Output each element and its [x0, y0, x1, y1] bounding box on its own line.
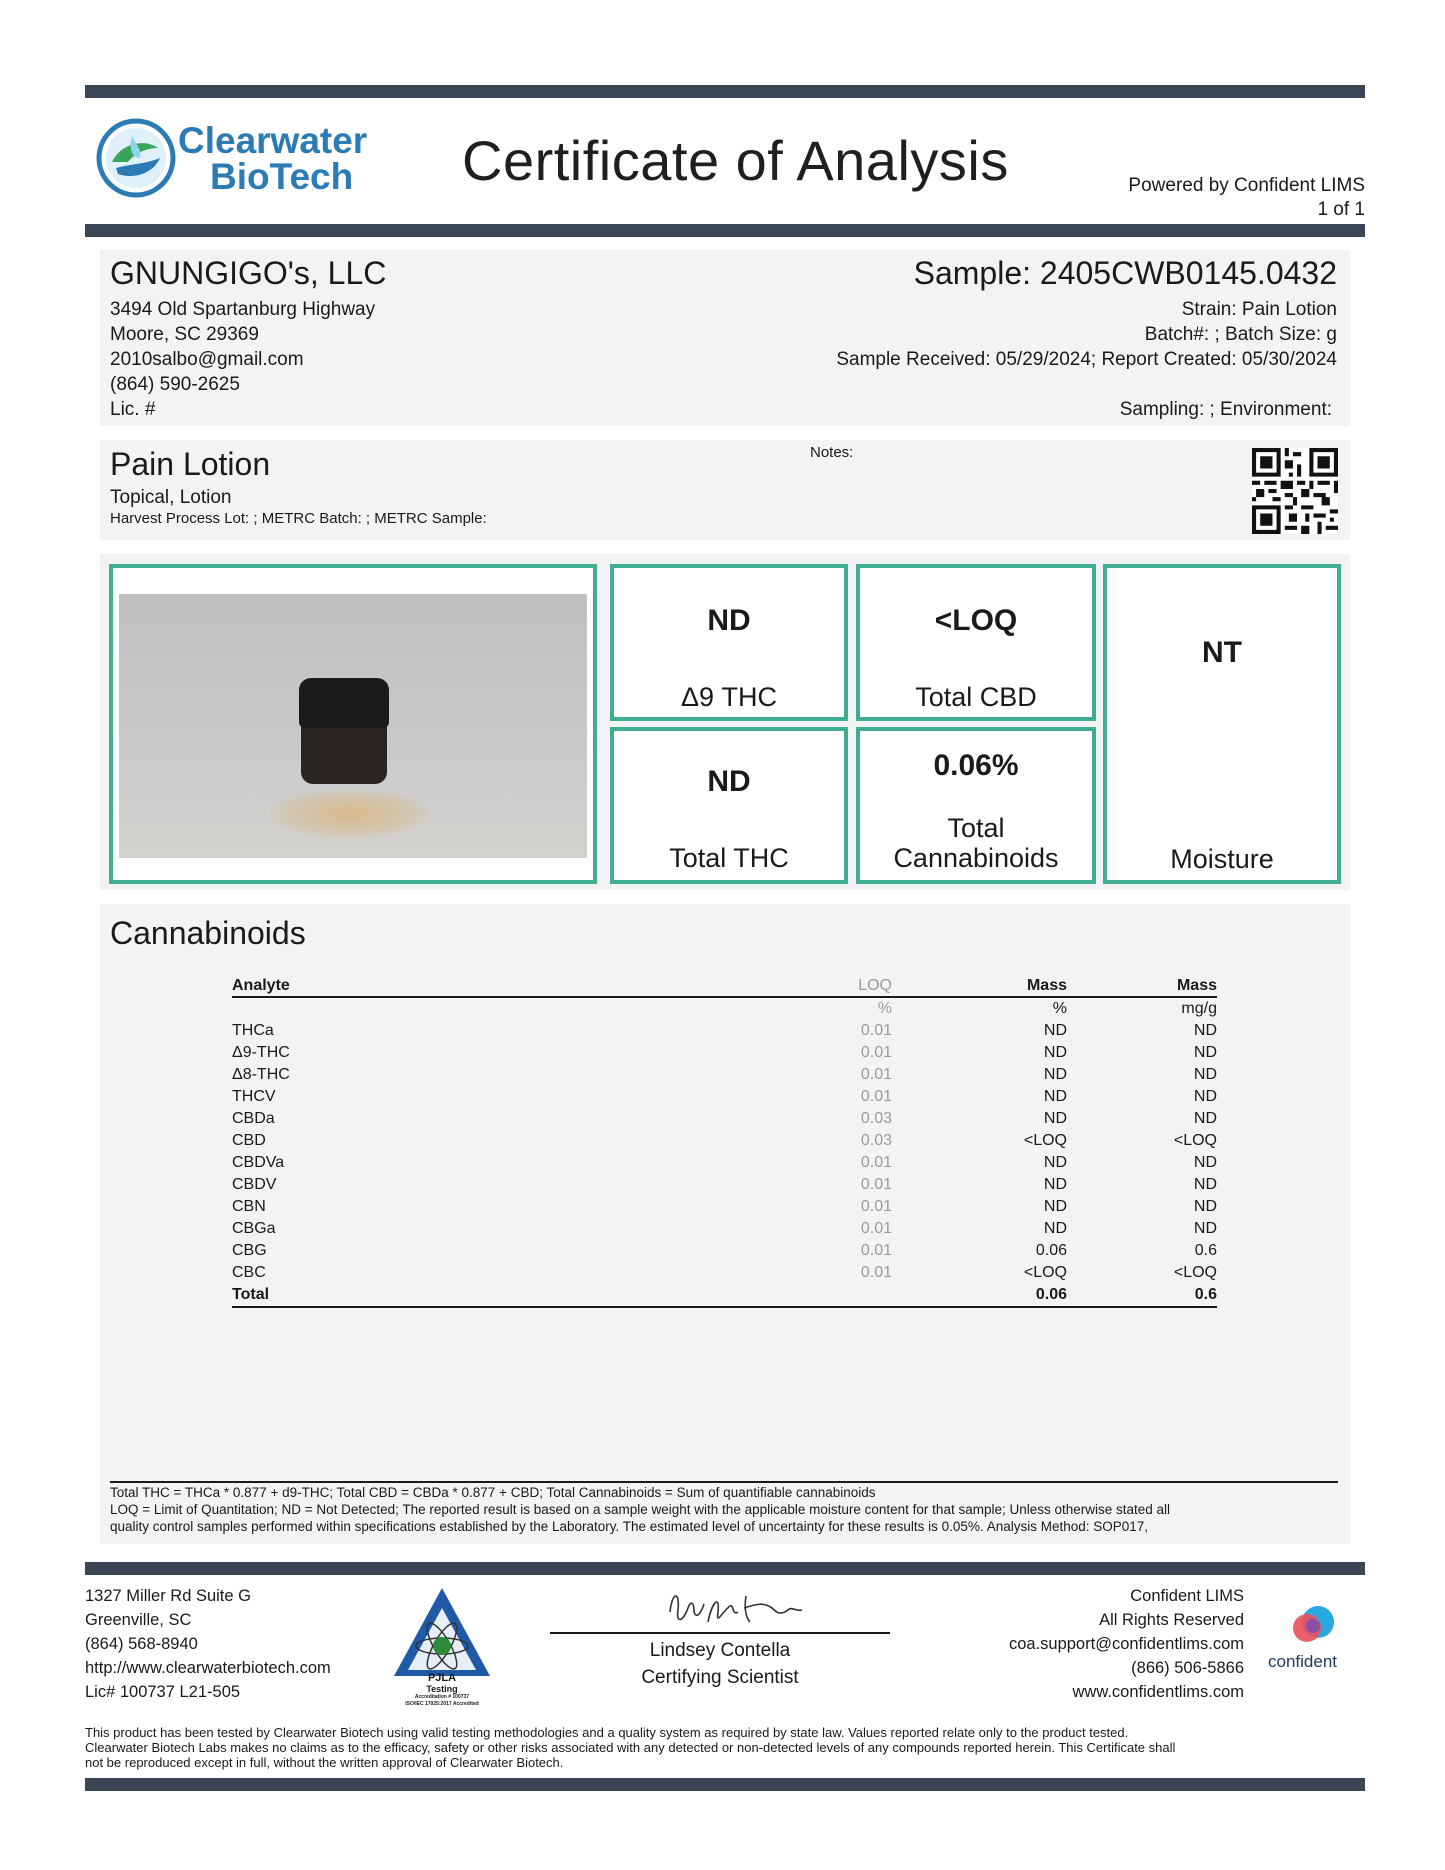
mass-pct-cell: ND — [1043, 1220, 1067, 1237]
mass-pct-cell: 0.06 — [1035, 1242, 1067, 1259]
total-cbd-label: Total CBD — [915, 682, 1037, 712]
loq-cell: 0.01 — [860, 1264, 892, 1281]
table-row — [232, 1240, 1217, 1262]
d9thc-value: ND — [707, 604, 751, 637]
table-row — [232, 1042, 1217, 1064]
loq-cell: 0.01 — [860, 1154, 892, 1171]
analyte-cell: Δ9-THC — [232, 1044, 290, 1061]
confident-logo-text: confident — [1268, 1652, 1337, 1671]
analyte-cell: CBD — [232, 1132, 266, 1149]
table-row — [232, 1130, 1217, 1152]
unit-mass-mg: mg/g — [1181, 1000, 1217, 1017]
clearwater-logo — [96, 118, 386, 203]
footnote-line3: quality control samples performed within specifications established by the Laboratory. The estimated level of uncertainty for these results is 0.05%. Analysis Method: SOP017, — [110, 1519, 1149, 1534]
total-loq — [792, 1284, 892, 1307]
header-loq: LOQ — [792, 976, 892, 997]
mass-mg-cell: <LOQ — [1173, 1132, 1217, 1149]
signature-image — [660, 1582, 820, 1632]
mass-pct-cell: ND — [1043, 1176, 1067, 1193]
pjla-logo — [392, 1586, 492, 1712]
top-bar — [85, 85, 1365, 98]
mass-mg-cell: ND — [1193, 1220, 1217, 1237]
total-cannabinoids-label1: Total — [947, 813, 1005, 843]
mass-mg-cell: ND — [1193, 1066, 1217, 1083]
clearwater-logo-icon — [96, 118, 176, 198]
logo-line2: BioTech — [210, 156, 354, 197]
table-row — [232, 1174, 1217, 1196]
mass-mg-cell: ND — [1193, 1022, 1217, 1039]
confident-email[interactable]: coa.support@confidentlims.com — [1008, 1635, 1244, 1653]
client-panel — [100, 250, 1350, 426]
total-cannabinoids-box — [856, 727, 1096, 884]
sample-dates: Sample Received: 05/29/2024; Report Created: 05/30/2024 — [836, 349, 1337, 370]
loq-cell: 0.01 — [860, 1176, 892, 1193]
client-name: GNUNGIGO's, LLC — [110, 255, 387, 291]
sample-sampling: Sampling: ; Environment: — [1119, 399, 1332, 420]
confident-logo — [1268, 1604, 1358, 1674]
d9thc-label: Δ9 THC — [680, 682, 778, 712]
jar-lid — [299, 678, 389, 728]
total-cbd-value: <LOQ — [934, 604, 1018, 637]
moisture-box — [1103, 564, 1341, 884]
table-row — [232, 1020, 1217, 1042]
mass-mg-cell: ND — [1193, 1198, 1217, 1215]
lab-address2: Greenville, SC — [85, 1611, 192, 1629]
product-panel — [100, 440, 1350, 540]
loq-cell: 0.01 — [860, 1220, 892, 1237]
table-row — [232, 1108, 1217, 1130]
mass-pct-cell: ND — [1043, 1154, 1067, 1171]
page-title: Certificate of Analysis — [462, 129, 1009, 192]
cannabinoids-table — [232, 976, 1217, 1308]
mass-mg-cell: ND — [1193, 1110, 1217, 1127]
loq-cell: 0.01 — [860, 1044, 892, 1061]
pjla-name: PJLA — [427, 1672, 457, 1684]
analyte-cell: CBDVa — [232, 1154, 285, 1171]
confident-line2: All Rights Reserved — [1099, 1611, 1244, 1629]
analyte-cell: CBC — [232, 1264, 266, 1281]
footnote-line1: Total THC = THCa * 0.877 + d9-THC; Total CBD = CBDa * 0.877 + CBD; Total Cannabinoids = Sum of quantifiable cannabinoids — [110, 1485, 876, 1500]
notes-label: Notes: — [810, 444, 854, 461]
disclaimer-line2: Clearwater Biotech Labs makes no claims as to the efficacy, safety or other risks associated with any detected or non-detected levels of any compounds reported herein. This Certificate shall — [85, 1740, 1176, 1755]
analyte-cell: CBDV — [232, 1176, 277, 1193]
confident-logo-icon — [1288, 1604, 1338, 1648]
header-mass-pct: Mass — [892, 976, 1067, 997]
disclaimer-line1: This product has been tested by Clearwater Biotech using valid testing methodologies and a quality system as required by state law. Values reported relate only to the product tested. — [85, 1725, 1129, 1740]
confident-website[interactable]: www.confidentlims.com — [1072, 1683, 1244, 1701]
d9thc-box — [610, 564, 848, 721]
header-mass-mg: Mass — [1067, 976, 1217, 997]
mass-pct-cell: ND — [1043, 1066, 1067, 1083]
loq-cell: 0.01 — [860, 1088, 892, 1105]
confident-line1: Confident LIMS — [1130, 1587, 1244, 1605]
disclaimer-line3: not be reproduced except in full, without the written approval of Clearwater Biotech. — [85, 1755, 564, 1770]
total-cannabinoids-label2: Cannabinoids — [893, 843, 1059, 873]
header-bar — [85, 224, 1365, 237]
table-row — [232, 1262, 1217, 1284]
pjla-triangle-icon — [392, 1586, 492, 1682]
total-thc-box — [610, 727, 848, 884]
analyte-cell: THCa — [232, 1022, 274, 1039]
total-cannabinoids-value: 0.06% — [933, 749, 1019, 782]
disclaimer — [85, 1725, 1370, 1770]
analyte-cell: CBG — [232, 1242, 267, 1259]
mass-mg-cell: ND — [1193, 1176, 1217, 1193]
loq-cell: 0.03 — [860, 1132, 892, 1149]
signer-title: Certifying Scientist — [641, 1667, 799, 1688]
mass-mg-cell: ND — [1193, 1044, 1217, 1061]
footer-bar — [85, 1562, 1365, 1575]
unit-mass-pct: % — [1052, 1000, 1067, 1017]
product-name: Pain Lotion — [110, 446, 271, 482]
powered-by — [1128, 174, 1365, 222]
unit-loq: % — [877, 1000, 892, 1017]
lab-phone: (864) 568-8940 — [85, 1635, 198, 1653]
page-count: 1 of 1 — [1317, 199, 1365, 220]
footnotes — [110, 1484, 1340, 1535]
loq-cell: 0.01 — [860, 1198, 892, 1215]
total-label: Total — [232, 1284, 792, 1307]
product-photo — [119, 594, 587, 858]
table-row — [232, 1152, 1217, 1174]
table-header-row — [232, 976, 1217, 997]
sample-batch: Batch#: ; Batch Size: g — [1144, 324, 1337, 345]
product-lots: Harvest Process Lot: ; METRC Batch: ; METRC Sample: — [110, 510, 487, 527]
confident-info — [1009, 1584, 1244, 1704]
product-photo-box — [109, 564, 597, 884]
qr-code-icon — [1252, 448, 1338, 534]
lab-website[interactable]: http://www.clearwaterbiotech.com — [85, 1659, 331, 1677]
pjla-line1: Accreditation # 100737 — [414, 1694, 470, 1700]
product-type: Topical, Lotion — [110, 487, 232, 508]
lab-license: Lic# 100737 L21-505 — [85, 1683, 241, 1701]
client-address1: 3494 Old Spartanburg Highway — [110, 299, 376, 320]
sample-strain: Strain: Pain Lotion — [1181, 299, 1337, 320]
table-row — [232, 1196, 1217, 1218]
qr-code — [1252, 448, 1338, 534]
client-license: Lic. # — [110, 399, 156, 420]
footnote-divider — [110, 1481, 1338, 1483]
loq-cell: 0.01 — [860, 1066, 892, 1083]
analyte-cell: CBDa — [232, 1110, 275, 1127]
total-thc-label: Total THC — [669, 843, 789, 873]
mass-mg-cell: ND — [1193, 1154, 1217, 1171]
client-address2: Moore, SC 29369 — [110, 324, 259, 345]
footnote-line2: LOQ = Limit of Quantitation; ND = Not Detected; The reported result is based on a sample weight with the applicable moisture content for that sample; Unless otherwise stated all — [110, 1502, 1171, 1517]
mass-pct-cell: ND — [1043, 1022, 1067, 1039]
unit-analyte — [232, 997, 792, 1020]
analyte-cell: CBGa — [232, 1220, 276, 1237]
units-row — [232, 997, 1217, 1020]
total-mass-mg: 0.6 — [1067, 1284, 1217, 1307]
table-row — [232, 1218, 1217, 1240]
bottom-bar — [85, 1778, 1365, 1791]
confident-phone: (866) 506-5866 — [1131, 1659, 1244, 1677]
mass-mg-cell: <LOQ — [1173, 1264, 1217, 1281]
client-email: 2010salbo@gmail.com — [110, 349, 304, 370]
table-row — [232, 1086, 1217, 1108]
powered-by-text: Powered by Confident LIMS — [1128, 175, 1365, 196]
loq-cell: 0.01 — [860, 1022, 892, 1039]
lab-address1: 1327 Miller Rd Suite G — [85, 1587, 251, 1605]
pjla-line2: ISO/IEC 17025:2017 Accredited — [405, 1701, 479, 1707]
mass-pct-cell: <LOQ — [1023, 1132, 1067, 1149]
mass-pct-cell: ND — [1043, 1110, 1067, 1127]
signer-name: Lindsey Contella — [649, 1640, 791, 1661]
moisture-value: NT — [1202, 636, 1242, 669]
loq-cell: 0.03 — [860, 1110, 892, 1127]
mass-mg-cell: 0.6 — [1194, 1242, 1217, 1259]
signature-line — [550, 1632, 890, 1634]
client-phone: (864) 590-2625 — [110, 374, 240, 395]
total-mass-pct: 0.06 — [892, 1284, 1067, 1307]
logo-line1: Clearwater — [178, 120, 368, 161]
mass-pct-cell: ND — [1043, 1044, 1067, 1061]
total-thc-value: ND — [707, 765, 751, 798]
analyte-cell: CBN — [232, 1198, 266, 1215]
summary-panel — [100, 554, 1350, 890]
cannabinoids-title: Cannabinoids — [110, 915, 306, 951]
total-row — [232, 1284, 1217, 1307]
loq-cell: 0.01 — [860, 1242, 892, 1259]
table-row — [232, 1064, 1217, 1086]
header-analyte: Analyte — [232, 976, 792, 997]
mass-pct-cell: <LOQ — [1023, 1264, 1067, 1281]
mass-pct-cell: ND — [1043, 1198, 1067, 1215]
lab-info — [85, 1584, 331, 1704]
mass-pct-cell: ND — [1043, 1088, 1067, 1105]
mass-mg-cell: ND — [1193, 1088, 1217, 1105]
sample-id: Sample: 2405CWB0145.0432 — [913, 255, 1337, 291]
pjla-sub: Testing — [426, 1684, 458, 1694]
analyte-cell: Δ8-THC — [232, 1066, 290, 1083]
total-cbd-box — [856, 564, 1096, 721]
moisture-label: Moisture — [1170, 844, 1274, 874]
analyte-cell: THCV — [232, 1088, 276, 1105]
